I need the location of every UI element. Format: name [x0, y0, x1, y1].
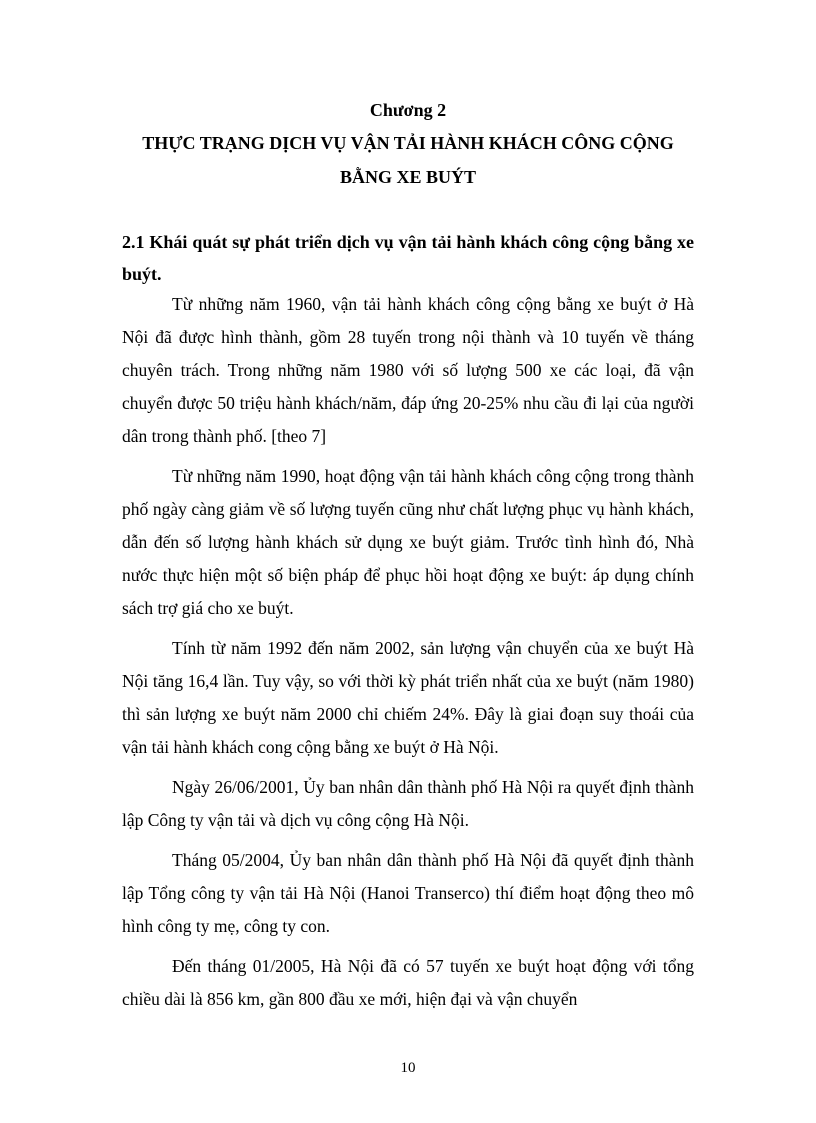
paragraph: Từ những năm 1990, hoạt động vận tải hành khách công cộng trong thành phố ngày càng giảm về số lượng tuyến cũng như chất lượng phục vụ hành khách, dẫn đến số lượng hành khách sử dụng xe buýt giảm. Trước tình hình đó, Nhà nước thực hiện một số biện pháp để phục hồi hoạt động xe buýt: áp dụng chính sách trợ giá cho xe buýt.	[122, 466, 694, 618]
paragraph: Tháng 05/2004, Ủy ban nhân dân thành phố Hà Nội đã quyết định thành lập Tổng công ty vận tải Hà Nội (Hanoi Transerco) thí điểm hoạt động theo mô hình công ty mẹ, công ty con.	[122, 850, 694, 936]
paragraph: Từ những năm 1960, vận tải hành khách công cộng bằng xe buýt ở Hà Nội đã được hình thành, gồm 28 tuyến trong nội thành và 10 tuyến về tháng chuyên trách. Trong những năm 1980 với số lượng 500 xe các loại, đã vận chuyển được 50 triệu hành khách/năm, đáp ứng 20-25% nhu cầu đi lại của người dân trong thành phố. [theo 7]	[122, 294, 694, 446]
chapter-title	[110, 126, 706, 194]
body-text	[122, 288, 694, 1023]
chapter-label: Chương 2	[369, 100, 447, 120]
section-heading: 2.1 Khái quát sự phát triển dịch vụ vận tải hành khách công cộng bằng xe buýt.	[122, 232, 694, 284]
paragraph: Tính từ năm 1992 đến năm 2002, sản lượng vận chuyển của xe buýt Hà Nội tăng 16,4 lần. Tuy vậy, so với thời kỳ phát triển nhất của xe buýt (năm 1980) thì sản lượng xe buýt năm 2000 chỉ chiếm 24%. Đây là giai đoạn suy thoái của vận tải hành khách cong cộng bằng xe buýt ở Hà Nội.	[122, 638, 694, 757]
chapter-title-line-2: BẰNG XE BUÝT	[339, 167, 477, 187]
page-number: 10	[400, 1060, 416, 1076]
chapter-title-line-1: THỰC TRẠNG DỊCH VỤ VẬN TẢI HÀNH KHÁCH CÔNG CỘNG	[142, 133, 674, 153]
paragraph: Đến tháng 01/2005, Hà Nội đã có 57 tuyến xe buýt hoạt động với tổng chiều dài là 856 km, gần 800 đầu xe mới, hiện đại và vận chuyển	[122, 956, 694, 1009]
paragraph: Ngày 26/06/2001, Ủy ban nhân dân thành phố Hà Nội ra quyết định thành lập Công ty vận tải và dịch vụ công cộng Hà Nội.	[122, 777, 694, 830]
